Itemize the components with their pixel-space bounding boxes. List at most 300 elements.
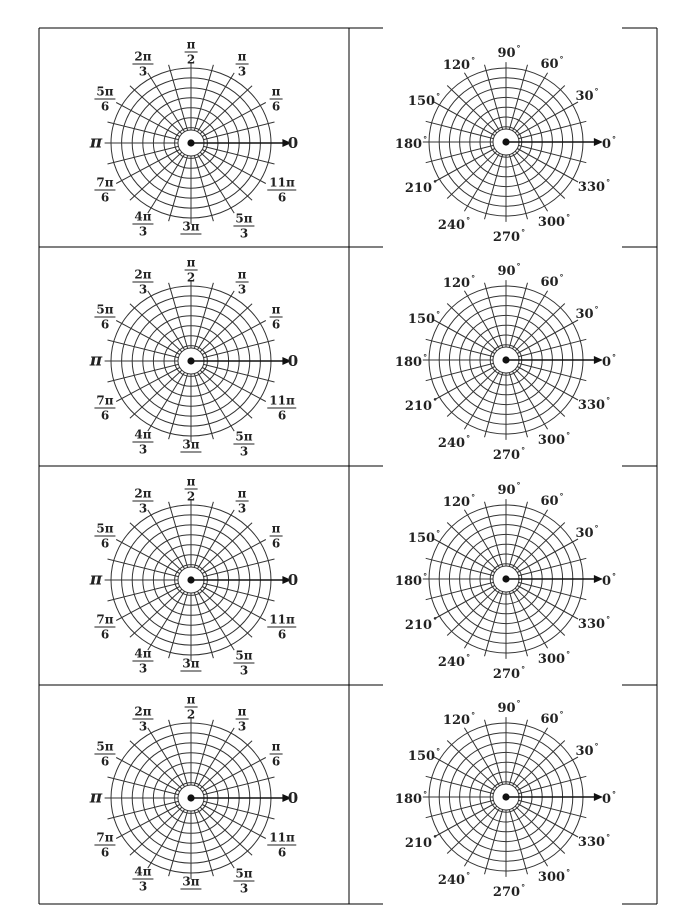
denominator: 3 xyxy=(237,719,247,734)
radian-row3-pole-dot xyxy=(187,576,194,583)
radian-label-pi-over-3-row3 xyxy=(236,488,249,515)
radian-label-5pi-over-6-row1 xyxy=(94,86,115,113)
radian-row1-pole-dot xyxy=(187,139,194,146)
degree-label-210-row3 xyxy=(405,616,437,632)
radian-row4-pole-dot xyxy=(187,794,194,801)
degree-value: 300 xyxy=(537,433,566,448)
denominator: 6 xyxy=(100,845,110,860)
degree-value: 180 xyxy=(394,574,423,589)
degree-label-0-row2 xyxy=(602,353,616,369)
degree-row3-spoke-315 xyxy=(515,588,565,635)
degree-label-90-row1 xyxy=(497,44,520,60)
degree-label-30-row2 xyxy=(575,305,598,321)
numerator: π xyxy=(271,84,281,99)
degree-row4-spoke-135 xyxy=(447,741,497,788)
degree-label-300-row1 xyxy=(538,213,570,229)
numerator: 3π xyxy=(182,656,200,671)
degree-value: 270 xyxy=(492,885,521,900)
degree-label-120-row4 xyxy=(443,711,475,727)
radian-label-7pi-over-6-row1 xyxy=(94,177,115,204)
degree-value: 330 xyxy=(577,398,606,413)
numerator: 7π xyxy=(96,612,114,627)
degree-symbol: ° xyxy=(606,832,611,842)
degree-value: 210 xyxy=(404,181,433,196)
degree-symbol: ° xyxy=(466,652,471,662)
radian-label-pi-row1 xyxy=(89,132,103,153)
degree-symbol: ° xyxy=(471,710,476,720)
numerator: 4π xyxy=(134,646,152,661)
degree-symbol: ° xyxy=(436,746,441,756)
degree-value: 180 xyxy=(394,792,423,807)
degree-label-180-row1 xyxy=(395,135,427,151)
numerator: π xyxy=(237,486,247,501)
degree-label-0-row1 xyxy=(602,135,616,151)
degree-value: 210 xyxy=(404,836,433,851)
radian-label-4pi-over-3-row2 xyxy=(132,429,153,456)
radian-label-pi-row4 xyxy=(89,787,103,808)
radian-label-pi-over-6-row4 xyxy=(270,741,283,768)
radian-label-4pi-over-3-row3 xyxy=(132,648,153,675)
radian-row4-spoke-315 xyxy=(200,807,252,855)
radian-label-pi-over-2-row4 xyxy=(185,694,198,721)
degree-row3-pole-dot xyxy=(502,575,509,582)
degree-symbol: ° xyxy=(471,55,476,65)
radian-row3-spoke-315 xyxy=(200,589,252,637)
degree-symbol: ° xyxy=(423,134,428,144)
degree-value: 330 xyxy=(577,835,606,850)
degree-value: 60 xyxy=(540,712,559,727)
degree-value: 0 xyxy=(601,792,612,807)
fraction xyxy=(94,177,115,204)
fraction xyxy=(94,614,115,641)
fraction xyxy=(132,866,153,893)
degree-label-0-row4 xyxy=(602,790,616,806)
radian-label-zero-row3 xyxy=(288,572,298,588)
numerator: 2π xyxy=(134,704,152,719)
radian-label-2pi-over-3-row1 xyxy=(132,51,153,78)
radian-label-5pi-over-6-row4 xyxy=(94,741,115,768)
degree-symbol: ° xyxy=(436,91,441,101)
fraction xyxy=(270,86,283,113)
radian-label-2pi-over-3-row4 xyxy=(132,706,153,733)
denominator: 6 xyxy=(100,408,110,423)
radian-label-11pi-over-6-row3 xyxy=(267,614,296,641)
fraction xyxy=(267,614,296,641)
degree-value: 270 xyxy=(492,667,521,682)
fraction xyxy=(94,304,115,331)
radian-label-7pi-over-6-row3 xyxy=(94,614,115,641)
fraction xyxy=(132,488,153,515)
degree-symbol: ° xyxy=(559,272,564,282)
fraction xyxy=(270,304,283,331)
numerator: π xyxy=(237,704,247,719)
radian-row2-polar-grid xyxy=(105,280,292,442)
radian-label-3pi-over-2-row2 xyxy=(180,439,201,454)
degree-symbol: ° xyxy=(423,571,428,581)
degree-row4-pole-dot xyxy=(502,793,509,800)
degree-label-150-row1 xyxy=(408,92,440,108)
degree-value: 0 xyxy=(601,574,612,589)
degree-label-60-row3 xyxy=(540,492,563,508)
radian-label-zero-row2 xyxy=(288,353,298,369)
fraction xyxy=(270,741,283,768)
degree-label-90-row4 xyxy=(497,699,520,715)
degree-symbol: ° xyxy=(471,492,476,502)
fraction xyxy=(233,213,254,240)
degree-label-270-row2 xyxy=(493,446,525,462)
numerator: π xyxy=(271,302,281,317)
numerator: 5π xyxy=(235,429,253,444)
radian-row1-spoke-135 xyxy=(130,86,182,134)
radian-label-5pi-over-3-row2 xyxy=(233,431,254,458)
fraction xyxy=(132,706,153,733)
degree-label-180-row4 xyxy=(395,790,427,806)
denominator: 6 xyxy=(271,317,281,332)
denominator: 2 xyxy=(186,707,196,722)
degree-symbol: ° xyxy=(516,698,521,708)
degree-symbol: ° xyxy=(521,227,526,237)
degree-value: 60 xyxy=(540,494,559,509)
fraction xyxy=(267,832,296,859)
fraction xyxy=(132,429,153,456)
degree-label-210-row2 xyxy=(405,397,437,413)
fraction xyxy=(267,395,296,422)
numerator: 3π xyxy=(182,437,200,452)
numerator: 2π xyxy=(134,49,152,64)
degree-symbol: ° xyxy=(594,523,599,533)
denominator: 3 xyxy=(138,282,148,297)
fraction xyxy=(233,868,254,895)
radian-label-zero-row1 xyxy=(288,135,298,151)
radian-label-text: 0 xyxy=(287,571,299,589)
degree-value: 60 xyxy=(540,57,559,72)
degree-label-60-row1 xyxy=(540,55,563,71)
denominator: 6 xyxy=(100,190,110,205)
degree-symbol: ° xyxy=(566,430,571,440)
radian-label-4pi-over-3-row4 xyxy=(132,866,153,893)
degree-row3-spoke-135 xyxy=(447,523,497,570)
numerator: 3π xyxy=(182,874,200,889)
degree-row1-spoke-135 xyxy=(447,86,497,133)
degree-label-60-row4 xyxy=(540,710,563,726)
degree-value: 270 xyxy=(492,230,521,245)
radian-label-zero-row4 xyxy=(288,790,298,806)
degree-row2-pole-dot xyxy=(502,356,509,363)
radian-row3-spoke-135 xyxy=(130,523,182,571)
fraction xyxy=(270,523,283,550)
degree-label-90-row2 xyxy=(497,262,520,278)
fraction xyxy=(236,706,249,733)
denominator: 6 xyxy=(100,754,110,769)
radian-label-text: π xyxy=(89,787,103,808)
radian-label-text: π xyxy=(89,569,103,590)
numerator: 5π xyxy=(96,521,114,536)
denominator: 3 xyxy=(237,64,247,79)
degree-label-30-row4 xyxy=(575,742,598,758)
degree-value: 300 xyxy=(537,215,566,230)
fraction xyxy=(180,658,201,673)
fraction xyxy=(132,211,153,238)
denominator: 3 xyxy=(237,501,247,516)
degree-label-240-row4 xyxy=(438,871,470,887)
denominator: 2 xyxy=(186,270,196,285)
radian-label-pi-over-2-row3 xyxy=(185,476,198,503)
denominator: 3 xyxy=(237,282,247,297)
degree-value: 90 xyxy=(497,46,516,61)
degree-label-120-row1 xyxy=(443,56,475,72)
denominator: 6 xyxy=(277,627,287,642)
radian-label-pi-over-3-row1 xyxy=(236,51,249,78)
denominator: 6 xyxy=(100,536,110,551)
fraction xyxy=(267,177,296,204)
degree-value: 210 xyxy=(404,399,433,414)
degree-symbol: ° xyxy=(559,709,564,719)
numerator: 5π xyxy=(235,866,253,881)
numerator: 5π xyxy=(96,739,114,754)
degree-symbol: ° xyxy=(466,433,471,443)
radian-label-11pi-over-6-row4 xyxy=(267,832,296,859)
radian-label-text: π xyxy=(89,350,103,371)
degree-value: 120 xyxy=(442,276,471,291)
degree-label-180-row2 xyxy=(395,353,427,369)
fraction xyxy=(132,648,153,675)
degree-symbol: ° xyxy=(433,396,438,406)
degree-value: 240 xyxy=(437,655,466,670)
degree-label-210-row4 xyxy=(405,834,437,850)
degree-value: 210 xyxy=(404,618,433,633)
radian-row1-spoke-45 xyxy=(200,86,252,134)
radian-label-5pi-over-6-row2 xyxy=(94,304,115,331)
numerator: 4π xyxy=(134,864,152,879)
fraction xyxy=(185,257,198,284)
denominator: 2 xyxy=(186,489,196,504)
degree-label-240-row1 xyxy=(438,216,470,232)
degree-value: 0 xyxy=(601,355,612,370)
numerator: 11π xyxy=(269,175,295,190)
degree-label-300-row3 xyxy=(538,650,570,666)
degree-symbol: ° xyxy=(471,273,476,283)
numerator: 4π xyxy=(134,209,152,224)
fraction xyxy=(185,694,198,721)
radian-label-text: 0 xyxy=(287,789,299,807)
degree-label-270-row4 xyxy=(493,883,525,899)
degree-symbol: ° xyxy=(594,304,599,314)
fraction xyxy=(180,439,201,454)
degree-symbol: ° xyxy=(612,571,617,581)
degree-value: 150 xyxy=(407,531,436,546)
radian-row3-spoke-225 xyxy=(130,589,182,637)
numerator: 7π xyxy=(96,830,114,845)
radian-label-4pi-over-3-row1 xyxy=(132,211,153,238)
degree-symbol: ° xyxy=(566,867,571,877)
degree-value: 30 xyxy=(575,89,594,104)
denominator: 3 xyxy=(239,226,249,241)
degree-value: 30 xyxy=(575,526,594,541)
denominator: 3 xyxy=(138,879,148,894)
radian-label-pi-over-2-row1 xyxy=(185,39,198,66)
degree-symbol: ° xyxy=(516,261,521,271)
numerator: 5π xyxy=(96,302,114,317)
radian-label-text: 0 xyxy=(287,134,299,152)
numerator: 2π xyxy=(134,267,152,282)
fraction xyxy=(185,476,198,503)
numerator: 2π xyxy=(134,486,152,501)
radian-label-pi-over-6-row1 xyxy=(270,86,283,113)
radian-label-2pi-over-3-row2 xyxy=(132,269,153,296)
radian-row2-spoke-315 xyxy=(200,370,252,418)
radian-label-3pi-over-2-row1 xyxy=(180,221,201,236)
degree-value: 240 xyxy=(437,218,466,233)
radian-label-5pi-over-3-row1 xyxy=(233,213,254,240)
degree-symbol: ° xyxy=(612,789,617,799)
denominator: 6 xyxy=(277,408,287,423)
degree-label-330-row3 xyxy=(578,615,610,631)
degree-symbol: ° xyxy=(606,177,611,187)
degree-row3-spoke-45 xyxy=(515,523,565,570)
degree-symbol: ° xyxy=(559,54,564,64)
fraction xyxy=(94,523,115,550)
degree-row3-spoke-225 xyxy=(447,588,497,635)
degree-label-120-row3 xyxy=(443,493,475,509)
degree-value: 330 xyxy=(577,617,606,632)
fraction xyxy=(132,269,153,296)
degree-symbol: ° xyxy=(606,614,611,624)
degree-label-0-row3 xyxy=(602,572,616,588)
degree-value: 150 xyxy=(407,749,436,764)
degree-label-150-row2 xyxy=(408,310,440,326)
denominator: 6 xyxy=(277,190,287,205)
radian-row3-spoke-45 xyxy=(200,523,252,571)
degree-value: 180 xyxy=(394,137,423,152)
degree-value: 300 xyxy=(537,652,566,667)
radian-row4-spoke-135 xyxy=(130,741,182,789)
radian-label-5pi-over-3-row3 xyxy=(233,650,254,677)
degree-label-330-row1 xyxy=(578,178,610,194)
degree-label-270-row3 xyxy=(493,665,525,681)
denominator: 6 xyxy=(100,627,110,642)
numerator: π xyxy=(186,255,196,270)
fraction xyxy=(94,395,115,422)
degree-value: 90 xyxy=(497,264,516,279)
radian-label-11pi-over-6-row1 xyxy=(267,177,296,204)
degree-label-180-row3 xyxy=(395,572,427,588)
degree-symbol: ° xyxy=(521,664,526,674)
degree-value: 120 xyxy=(442,58,471,73)
degree-label-90-row3 xyxy=(497,481,520,497)
denominator: 6 xyxy=(271,754,281,769)
denominator: 3 xyxy=(239,881,249,896)
fraction xyxy=(236,51,249,78)
denominator: 3 xyxy=(239,444,249,459)
denominator: 3 xyxy=(138,442,148,457)
degree-symbol: ° xyxy=(516,480,521,490)
numerator: 5π xyxy=(96,84,114,99)
degree-row2-spoke-135 xyxy=(447,304,497,351)
degree-symbol: ° xyxy=(566,212,571,222)
degree-value: 0 xyxy=(601,137,612,152)
numerator: π xyxy=(237,49,247,64)
degree-symbol: ° xyxy=(466,870,471,880)
denominator: 6 xyxy=(277,845,287,860)
fraction xyxy=(236,269,249,296)
degree-value: 90 xyxy=(497,483,516,498)
numerator: 11π xyxy=(269,830,295,845)
degree-symbol: ° xyxy=(612,352,617,362)
degree-row1-pole-dot xyxy=(502,138,509,145)
fraction xyxy=(180,876,201,891)
degree-value: 180 xyxy=(394,355,423,370)
fraction xyxy=(233,431,254,458)
fraction xyxy=(236,488,249,515)
numerator: 11π xyxy=(269,612,295,627)
degree-value: 240 xyxy=(437,873,466,888)
numerator: 7π xyxy=(96,393,114,408)
denominator: 3 xyxy=(138,719,148,734)
degree-symbol: ° xyxy=(594,86,599,96)
degree-symbol: ° xyxy=(433,178,438,188)
degree-value: 30 xyxy=(575,307,594,322)
degree-row1-spoke-315 xyxy=(515,151,565,198)
radian-label-5pi-over-6-row3 xyxy=(94,523,115,550)
denominator: 2 xyxy=(186,52,196,67)
denominator: 3 xyxy=(138,661,148,676)
degree-symbol: ° xyxy=(594,741,599,751)
numerator: 5π xyxy=(235,211,253,226)
degree-label-240-row3 xyxy=(438,653,470,669)
degree-label-240-row2 xyxy=(438,434,470,450)
radian-label-pi-over-3-row4 xyxy=(236,706,249,733)
degree-symbol: ° xyxy=(423,352,428,362)
denominator: 3 xyxy=(239,663,249,678)
degree-symbol: ° xyxy=(436,309,441,319)
degree-symbol: ° xyxy=(521,445,526,455)
radian-label-pi-row2 xyxy=(89,350,103,371)
radian-label-3pi-over-2-row4 xyxy=(180,876,201,891)
radian-label-text: π xyxy=(89,132,103,153)
radian-label-7pi-over-6-row2 xyxy=(94,395,115,422)
numerator: π xyxy=(271,521,281,536)
degree-row4-spoke-45 xyxy=(515,741,565,788)
degree-row1-spoke-225 xyxy=(447,151,497,198)
degree-row4-spoke-315 xyxy=(515,806,565,853)
degree-label-150-row3 xyxy=(408,529,440,545)
denominator: 6 xyxy=(100,99,110,114)
degree-value: 120 xyxy=(442,495,471,510)
degree-row2-spoke-315 xyxy=(515,369,565,416)
numerator: 4π xyxy=(134,427,152,442)
numerator: π xyxy=(186,692,196,707)
radian-row4-spoke-225 xyxy=(130,807,182,855)
degree-symbol: ° xyxy=(612,134,617,144)
fraction xyxy=(180,221,201,236)
degree-label-270-row1 xyxy=(493,228,525,244)
radian-label-5pi-over-3-row4 xyxy=(233,868,254,895)
denominator: 6 xyxy=(271,536,281,551)
degree-row2-spoke-45 xyxy=(515,304,565,351)
numerator: π xyxy=(186,37,196,52)
radian-row1-polar-grid xyxy=(105,62,292,224)
degree-symbol: ° xyxy=(559,491,564,501)
radian-row4-polar-grid xyxy=(105,717,292,879)
degree-label-150-row4 xyxy=(408,747,440,763)
degree-label-30-row3 xyxy=(575,524,598,540)
degree-value: 270 xyxy=(492,448,521,463)
numerator: π xyxy=(271,739,281,754)
degree-row2-spoke-225 xyxy=(447,369,497,416)
radian-label-pi-over-3-row2 xyxy=(236,269,249,296)
degree-value: 90 xyxy=(497,701,516,716)
degree-value: 60 xyxy=(540,275,559,290)
